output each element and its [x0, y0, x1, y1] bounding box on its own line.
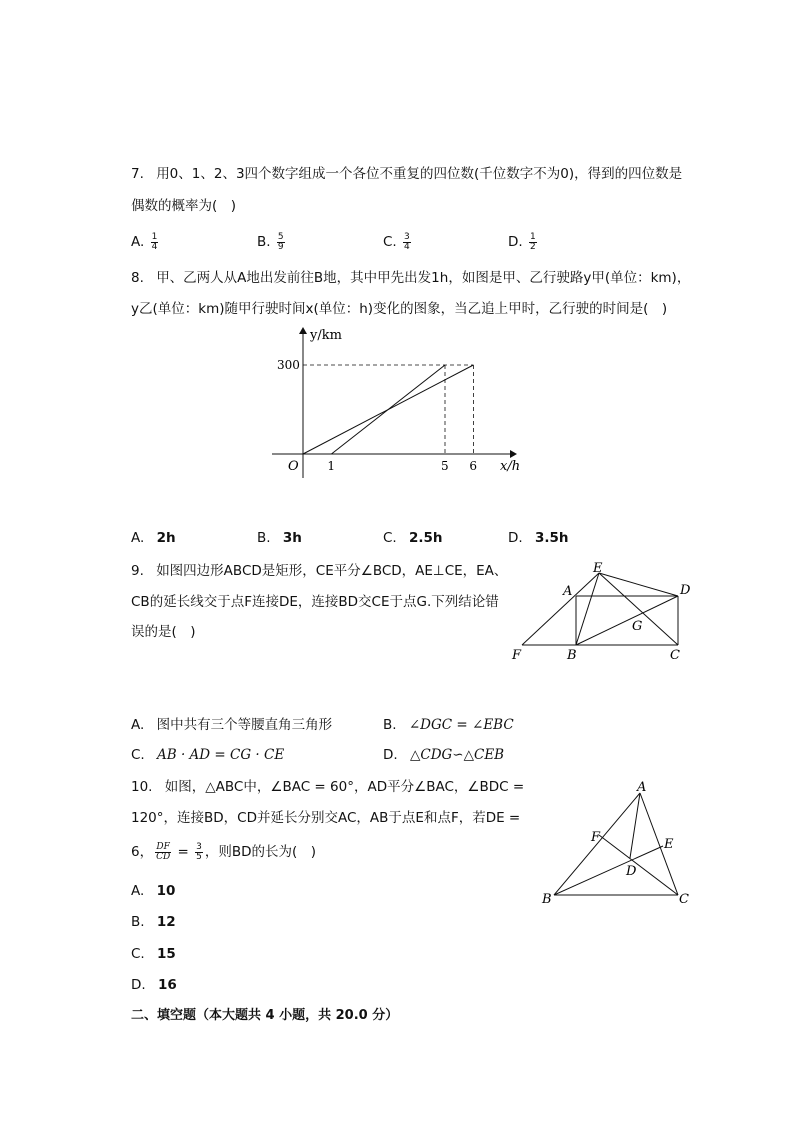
- q9-option-d[interactable]: [383, 745, 504, 765]
- q10-option-d[interactable]: [131, 975, 177, 995]
- q10-option-b[interactable]: [131, 912, 176, 932]
- fraction: $\frac{1}{4}$: [151, 231, 158, 252]
- option-value: AB · AD = CG · CE: [157, 747, 285, 763]
- fraction: $\frac{3}{4}$: [404, 231, 410, 252]
- option-label: D.: [383, 747, 398, 763]
- option-label: B.: [257, 234, 271, 250]
- option-label: A.: [131, 530, 145, 546]
- option-value: 10: [156, 883, 176, 899]
- q7-stem-line1: [131, 164, 682, 184]
- q9-stem-line2: CB的延长线交于点F连接DE，连接BD交CE于点G.下列结论错: [131, 594, 499, 610]
- option-label: D.: [508, 234, 523, 250]
- fraction-ratio: $\frac{3}{5}$: [196, 841, 202, 862]
- q7-option-a[interactable]: [131, 232, 160, 252]
- label-G: G: [632, 619, 643, 634]
- q10-text: ，则BD的长为( ): [204, 844, 317, 860]
- x-tick-1: 1: [327, 459, 336, 473]
- q7-stem-line2: 偶数的概率为( ): [131, 198, 237, 214]
- option-value: 3h: [282, 530, 302, 546]
- q10-option-a[interactable]: [131, 881, 175, 901]
- label-F: F: [591, 830, 601, 845]
- option-label: C.: [383, 234, 397, 250]
- label-E: E: [664, 837, 674, 852]
- q10-text: 6，: [131, 844, 154, 860]
- option-label: B.: [257, 530, 271, 546]
- section2-heading: 二、填空题（本大题共 4 小题，共 20.0 分）: [131, 1008, 399, 1023]
- seg-ED: [599, 573, 678, 596]
- x-tick-6: 6: [469, 459, 478, 473]
- seg-BE: [554, 846, 663, 895]
- q8-stem-line1: [131, 268, 690, 288]
- label-D: D: [626, 864, 637, 879]
- seg-EC: [599, 573, 678, 645]
- option-label: C.: [131, 946, 145, 962]
- q8-text-line1: 甲、乙两人从A地出发前往B地，其中甲先出发1h，如图是甲、乙行驶路y甲(单位：km)，: [156, 270, 691, 286]
- option-label: A.: [131, 883, 145, 899]
- q8-option-d[interactable]: [508, 528, 569, 548]
- q8-number: 8.: [131, 270, 144, 286]
- option-value: ∠DGC = ∠EBC: [408, 717, 514, 733]
- fraction-df-cd: $\frac{DF}{CD}$: [156, 841, 171, 862]
- q7-option-d[interactable]: [508, 232, 539, 252]
- q9-option-b[interactable]: [383, 715, 514, 735]
- option-label: D.: [131, 977, 146, 993]
- label-A: A: [637, 780, 647, 795]
- option-label: D.: [508, 530, 523, 546]
- q7-number: 7.: [131, 166, 144, 182]
- q10-stem-line1: [131, 777, 524, 797]
- q9-stem-line3: 误的是( ): [131, 624, 196, 640]
- option-value: △CDG∽△CEB: [409, 747, 505, 763]
- q10-option-c[interactable]: [131, 944, 176, 964]
- y-tick-300: 300: [277, 358, 300, 372]
- option-value: 2.5h: [409, 530, 443, 546]
- y-axis-label: y/km: [310, 328, 342, 343]
- seg-BD: [576, 596, 678, 645]
- equals-sign: =: [173, 844, 194, 860]
- option-value: 图中共有三个等腰直角三角形: [156, 717, 333, 733]
- q9-option-a[interactable]: [131, 715, 332, 735]
- label-D: D: [680, 583, 691, 598]
- option-value: 3.5h: [534, 530, 569, 546]
- label-A: A: [563, 584, 573, 599]
- q8-option-c[interactable]: [383, 528, 443, 548]
- label-C: C: [679, 892, 689, 907]
- series-yi-line: [331, 365, 445, 454]
- label-C: C: [670, 648, 680, 663]
- option-label: C.: [131, 747, 145, 763]
- label-B: B: [542, 892, 552, 907]
- option-label: C.: [383, 530, 397, 546]
- q7-option-c[interactable]: [383, 232, 413, 252]
- q10-stem-line3: [131, 842, 316, 862]
- q8-graph: [262, 322, 524, 482]
- x-tick-5: 5: [441, 459, 449, 473]
- fraction: $\frac{1}{2}$: [529, 231, 536, 252]
- q9-text-line1: 如图四边形ABCD是矩形，CE平分∠BCD，AE⊥CE，EA、: [156, 563, 508, 579]
- option-label: B.: [383, 717, 397, 733]
- q10-text-line1: 如图，△ABC中，∠BAC = 60°，AD平分∠BAC，∠BDC =: [164, 779, 525, 795]
- q9-option-c[interactable]: [131, 745, 284, 765]
- q9-stem-line1: [131, 561, 507, 581]
- option-value: 15: [157, 946, 176, 962]
- option-value: 16: [157, 977, 177, 993]
- label-E: E: [593, 561, 603, 576]
- q7-text-line1: 用0、1、2、3四个数字组成一个各位不重复的四位数(千位数字不为0)，得到的四位数是: [156, 166, 683, 182]
- option-label: B.: [131, 914, 145, 930]
- q10-figure: [536, 778, 700, 908]
- fraction: $\frac{5}{9}$: [277, 231, 284, 252]
- q8-option-a[interactable]: [131, 528, 176, 548]
- q9-number: 9.: [131, 563, 144, 579]
- q8-option-b[interactable]: [257, 528, 302, 548]
- q10-number: 10.: [131, 779, 153, 795]
- label-F: F: [512, 648, 522, 663]
- q8-stem-line2: y乙(单位：km)随甲行驶时间x(单位：h)变化的图象，当乙追上甲时，乙行驶的时间是( ): [131, 301, 668, 317]
- label-B: B: [567, 648, 577, 663]
- x-axis-label: x/h: [500, 459, 521, 474]
- option-value: 12: [156, 914, 176, 930]
- origin-label: O: [288, 459, 299, 474]
- option-label: A.: [131, 234, 145, 250]
- q9-figure: [508, 560, 700, 664]
- q10-stem-line2: 120°，连接BD，CD并延长分别交AC，AB于点E和点F，若DE =: [131, 810, 521, 826]
- option-label: A.: [131, 717, 145, 733]
- option-value: 2h: [156, 530, 176, 546]
- q7-option-b[interactable]: [257, 232, 287, 252]
